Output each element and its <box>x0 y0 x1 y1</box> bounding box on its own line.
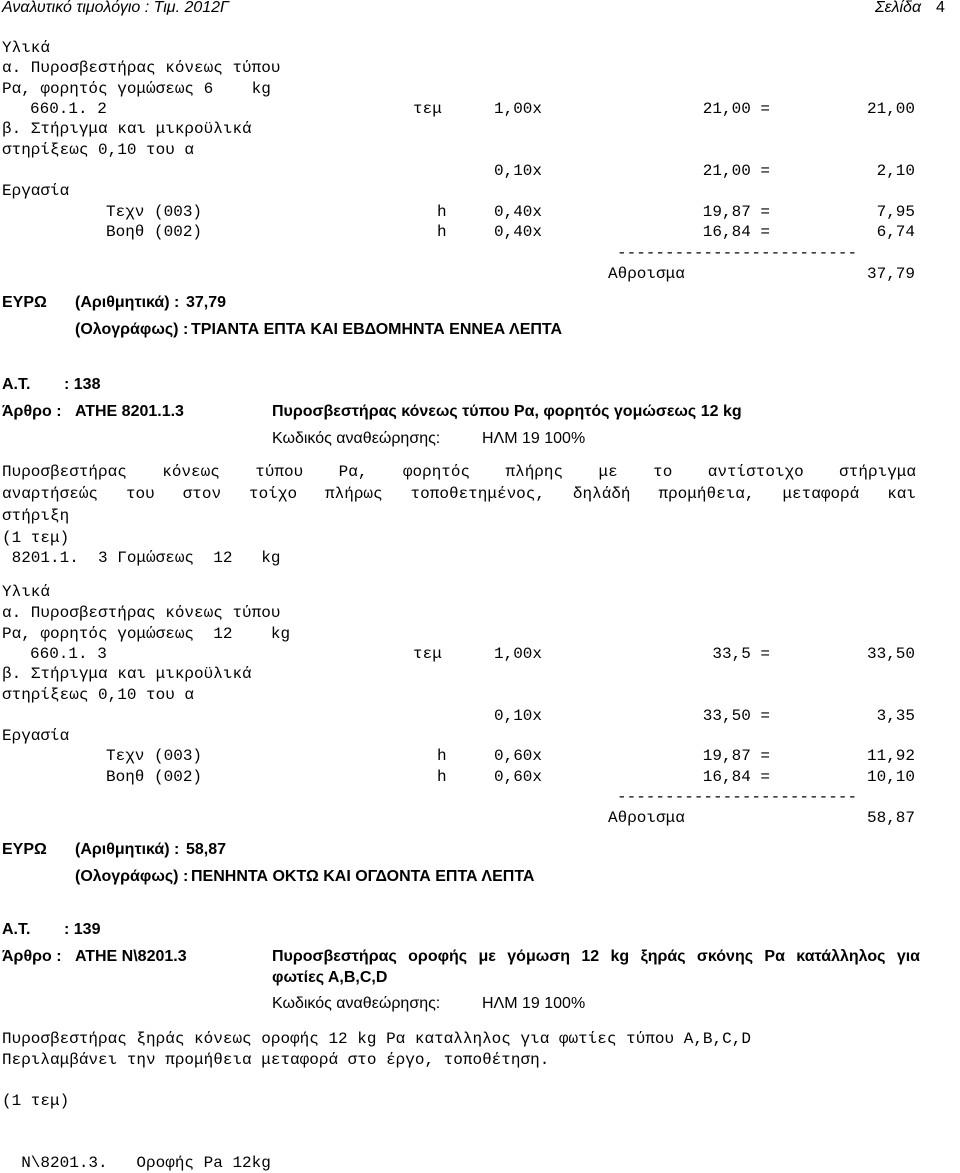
revision-value: ΗΛΜ 19 100% <box>482 995 586 1012</box>
material-a-price: 21,00 = <box>702 100 770 118</box>
euro-words-value: ΤΡΙΑΝΤΑ ΕΠΤΑ ΚΑΙ ΕΒΔΟΜΗΝΤΑ ΕΝΝΕΑ ΛΕΠΤΑ <box>191 321 563 338</box>
labor-help-unit: h <box>437 768 447 786</box>
labor-tech-label: Τεχν (003) <box>106 747 203 765</box>
material-a-line2: Ρα, φορητός γομώσεως 6 kg <box>2 80 271 98</box>
subcode-line: 8201.1. 3 Γομώσεως 12 kg <box>2 549 281 567</box>
labor-heading: Εργασία <box>2 727 70 745</box>
description-line3: στήριξη <box>2 507 70 525</box>
material-b-line1: β. Στήριγμα και μικροϋλικά <box>2 665 252 683</box>
labor-tech-unit: h <box>437 747 447 765</box>
material-b-line1: β. Στήριγμα και μικροϋλικά <box>2 120 252 138</box>
labor-help-label: Βοηθ (002) <box>106 768 203 786</box>
euro-numeric-value: 37,79 <box>186 294 227 311</box>
words-label: (Ολογράφως) : <box>75 868 189 885</box>
revision-label: Κωδικός αναθεώρησης: <box>272 995 441 1012</box>
material-a-code: 660.1. 3 <box>30 645 107 663</box>
material-b-qty: 0,10x <box>494 707 543 725</box>
material-b-qty: 0,10x <box>494 162 543 180</box>
labor-heading: Εργασία <box>2 182 70 200</box>
material-a-unit: τεμ <box>413 645 442 663</box>
description-line1: Πυροσβεστήρας κόνεως τύπου Ρα, φορητός πλήρης με το αντίστοιχο στήριγμα <box>2 463 916 481</box>
material-b-total: 2,10 <box>876 162 915 180</box>
article-code: ΑΤΗΕ Ν\8201.3 <box>75 948 187 965</box>
words-label: (Ολογράφως) : <box>75 321 189 338</box>
material-a-code: 660.1. 2 <box>30 100 107 118</box>
at-label: Α.Τ. <box>2 921 31 938</box>
labor-help-unit: h <box>437 223 447 241</box>
sum-label: Αθροισμα <box>608 809 685 827</box>
labor-tech-unit: h <box>437 203 447 221</box>
numeric-label: (Αριθμητικά) : <box>75 294 180 311</box>
subcode-line: N\8201.3. Οροφής Pa 12kg <box>2 1154 271 1172</box>
article-title-line2: φωτίες Α,Β,C,D <box>272 969 388 986</box>
sum-label: Αθροισμα <box>608 265 685 283</box>
unit-note: (1 τεμ) <box>2 1092 70 1110</box>
labor-help-price: 16,84 = <box>702 223 770 241</box>
materials-heading: Υλικά <box>2 583 51 601</box>
material-a-total: 33,50 <box>866 645 915 663</box>
page-number: 4 <box>936 0 945 16</box>
materials-heading: Υλικά <box>2 39 51 57</box>
article-title: Πυροσβεστήρας κόνεως τύπου Ρα, φορητός γομώσεως 12 kg <box>272 403 742 420</box>
at-label: Α.Τ. <box>2 376 31 393</box>
sum-divider: ------------------------- <box>617 788 858 806</box>
material-a-line2: Ρα, φορητός γομώσεως 12 kg <box>2 625 291 643</box>
page-label: Σελίδα <box>875 0 922 16</box>
sum-value: 58,87 <box>866 809 915 827</box>
euro-label: ΕΥΡΩ <box>2 841 47 858</box>
material-b-price: 33,50 = <box>702 707 770 725</box>
labor-tech-total: 11,92 <box>866 747 915 765</box>
material-b-line2: στηρίξεως 0,10 του α <box>2 141 195 159</box>
labor-tech-price: 19,87 = <box>702 747 770 765</box>
labor-help-qty: 0,40x <box>494 223 543 241</box>
article-label: Άρθρο : <box>2 948 62 965</box>
labor-help-qty: 0,60x <box>494 768 543 786</box>
material-b-price: 21,00 = <box>702 162 770 180</box>
revision-value: ΗΛΜ 19 100% <box>482 430 586 447</box>
sum-value: 37,79 <box>866 265 915 283</box>
revision-label: Κωδικός αναθεώρησης: <box>272 430 441 447</box>
at-number: : 139 <box>64 921 101 938</box>
euro-numeric-value: 58,87 <box>186 841 227 858</box>
article-code: ΑΤΗΕ 8201.1.3 <box>75 403 184 420</box>
material-a-qty: 1,00x <box>494 100 543 118</box>
material-b-line2: στηρίξεως 0,10 του α <box>2 686 195 704</box>
labor-help-label: Βοηθ (002) <box>106 223 203 241</box>
material-a-unit: τεμ <box>413 100 442 118</box>
euro-label: ΕΥΡΩ <box>2 294 47 311</box>
material-a-line1: α. Πυροσβεστήρας κόνεως τύπου <box>2 59 281 77</box>
material-a-price: 33,5 = <box>712 645 770 663</box>
labor-tech-qty: 0,60x <box>494 747 543 765</box>
material-a-line1: α. Πυροσβεστήρας κόνεως τύπου <box>2 604 281 622</box>
material-a-total: 21,00 <box>866 100 915 118</box>
labor-tech-total: 7,95 <box>876 203 915 221</box>
description-line2: Περιλαμβάνει την προμήθεια μεταφορά στο έργο, τοποθέτηση. <box>2 1051 550 1069</box>
document-title: Αναλυτικό τιμολόγιο : Τιμ. 2012Γ <box>2 0 230 16</box>
article-title-line1: Πυροσβεστήρας οροφής με γόμωση 12 kg ξηράς σκόνης Ρα κατάλληλος για <box>272 948 920 965</box>
labor-tech-label: Τεχν (003) <box>106 203 203 221</box>
material-a-qty: 1,00x <box>494 645 543 663</box>
at-number: : 138 <box>64 376 101 393</box>
sum-divider: ------------------------- <box>617 244 858 262</box>
labor-help-price: 16,84 = <box>702 768 770 786</box>
labor-tech-qty: 0,40x <box>494 203 543 221</box>
labor-help-total: 10,10 <box>866 768 915 786</box>
euro-words-value: ΠΕΝΗΝΤΑ ΟΚΤΩ ΚΑΙ ΟΓΔΟΝΤΑ ΕΠΤΑ ΛΕΠΤΑ <box>191 868 535 885</box>
description-line2: αναρτήσεώς του στον τοίχο πλήρως τοποθετημένος, δηλάδή προμήθεια, μεταφορά και <box>2 485 916 503</box>
numeric-label: (Αριθμητικά) : <box>75 841 180 858</box>
material-b-total: 3,35 <box>876 707 915 725</box>
article-label: Άρθρο : <box>2 403 62 420</box>
description-line1: Πυροσβεστήρας ξηράς κόνεως οροφής 12 kg Ρα καταλληλος για φωτίες τύπου A,B,C,D <box>2 1030 751 1048</box>
unit-note: (1 τεμ) <box>2 529 70 547</box>
labor-tech-price: 19,87 = <box>702 203 770 221</box>
labor-help-total: 6,74 <box>876 223 915 241</box>
